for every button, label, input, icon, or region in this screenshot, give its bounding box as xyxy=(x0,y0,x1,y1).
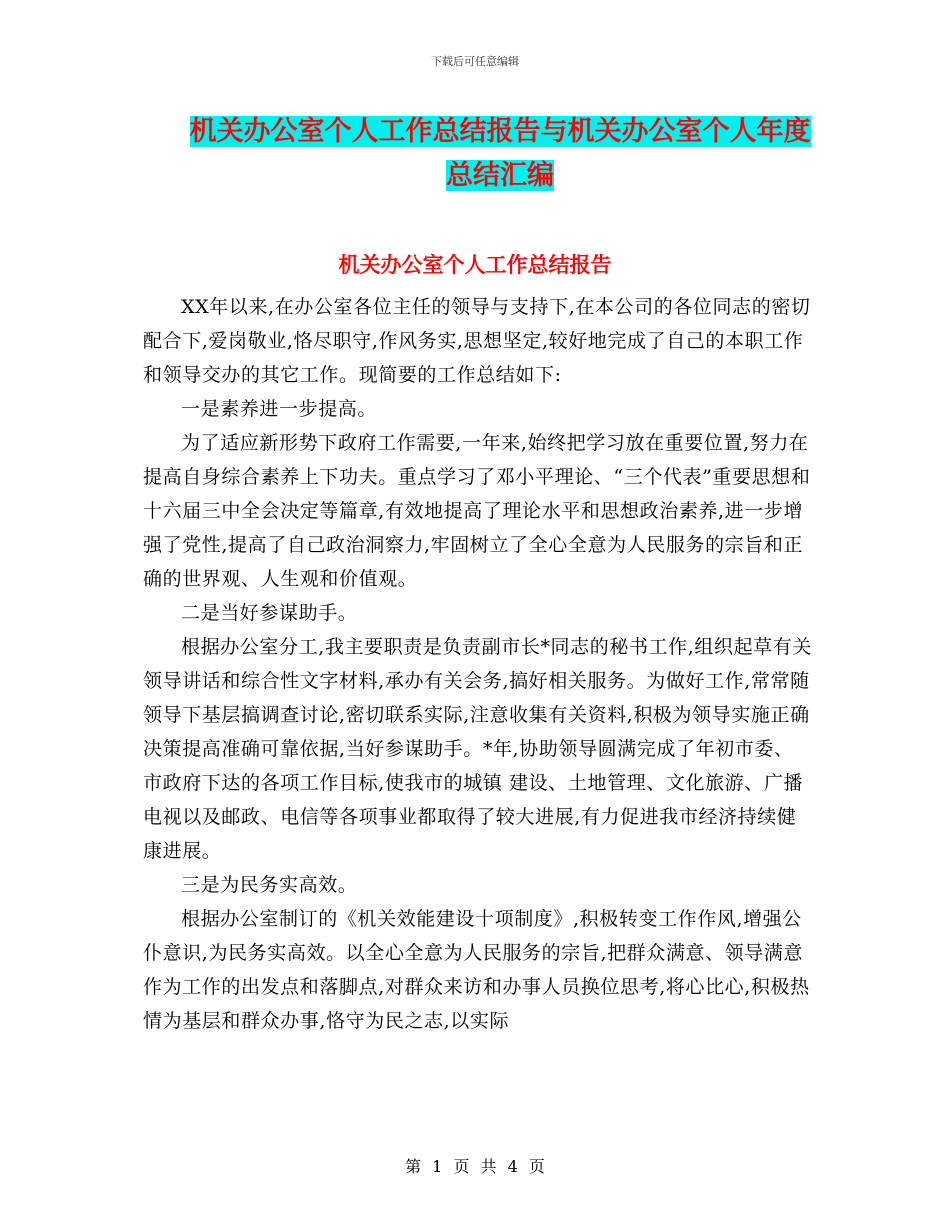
paragraph: 根据办公室制订的《机关效能建设十项制度》,积极转变工作作风,增强公仆意识,为民务实高效。以全心全意为人民服务的宗旨,把群众满意、领导满意作为工作的出发点和落脚点,对群众来访和办事人员换位思考,将心比心,积极热情为基层和群众办事,恪守为民之志,以实际 xyxy=(143,908,810,1032)
document-title-line-1: 机关办公室个人工作总结报告与机关办公室个人年度 xyxy=(189,116,811,147)
document-body xyxy=(143,290,813,1038)
paragraph: 二是当好参谋助手。 xyxy=(181,602,358,624)
paragraph: 为了适应新形势下政府工作需要,一年来,始终把学习放在重要位置,努力在提高自身综合素养上下功夫。重点学习了邓小平理论、“三个代表”重要思想和十六届三中全会决定等篇章,有效地提高了理论水平和思想政治素养,进一步增强了党性,提高了自己政治洞察力,牢固树立了全心全意为人民服务的宗旨和正确的世界观、人生观和价值观。 xyxy=(143,432,811,590)
paragraph: 一是素养进一步提高。 xyxy=(181,398,378,420)
document-title xyxy=(180,110,820,198)
paragraph: 根据办公室分工,我主要职责是负责副市长*同志的秘书工作,组织起草有关领导讲话和综合性文字材料,承办有关会务,搞好相关服务。为做好工作,常常随领导下基层搞调查讨论,密切联系实际,注意收集有关资料,积极为领导实施正确决策提高准确可靠依据,当好参谋助手。*年,协助领导圆满完成了年初市委、市政府下达的各项工作目标,使我市的城镇 建设、土地管理、文化旅游、广播电视以及邮政、电信等各项事业都取得了较大进展,有力促进我市经济持续健康进展。 xyxy=(143,636,812,862)
paragraph: 三是为民务实高效。 xyxy=(181,874,358,896)
header-note: 下载后可任意编辑 xyxy=(431,55,519,68)
paragraph: XX年以来,在办公室各位主任的领导与支持下,在本公司的各位同志的密切配合下,爱岗敬业,恪尽职守,作风务实,思想坚定,较好地完成了自己的本职工作和领导交办的其它工作。现简要的工作总结如下: xyxy=(143,296,811,386)
page-number-footer: 第 1 页 共 4 页 xyxy=(405,1157,545,1176)
section-title: 机关办公室个人工作总结报告 xyxy=(338,253,612,277)
document-title-line-2: 总结汇编 xyxy=(446,160,554,191)
